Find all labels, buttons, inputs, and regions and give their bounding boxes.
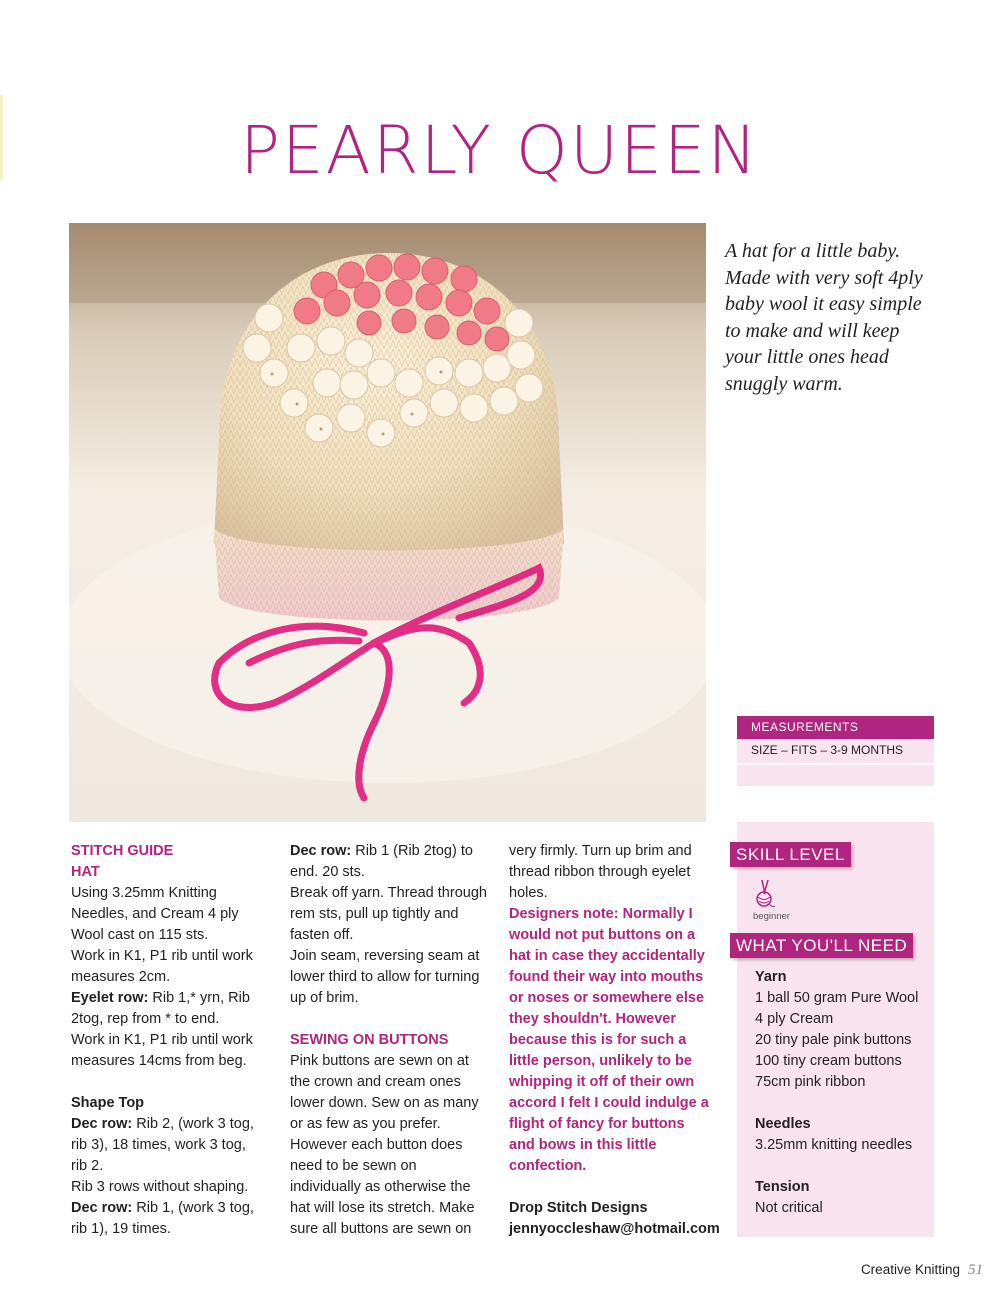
sidebar-panel [737,822,934,1237]
instruction: Using 3.25mm Knitting Needles, and Cream 4 ply Wool cast on 115 sts. [71,885,239,943]
page-title: PEARLY QUEEN [240,112,759,189]
hat-photo [69,223,706,822]
designer-name: Drop Stitch Designs [509,1200,648,1216]
instruction: very firmly. Turn up brim and thread ribbon through eyelet holes. [509,843,692,901]
tension-value: Not critical [755,1200,823,1216]
designers-note: Designers note: Normally I would not put buttons on a hat in case they accidentally found their way into mouths or noses or somewhere else they shouldn't. However because this is for such a little person, unlikely to be whipping it off of their own accord I felt I could indulge a flight of fancy for buttons and bows in this little confection. [509,906,709,1174]
intro-text: A hat for a little baby. Made with very soft 4ply baby wool it easy simple to make and will keep your little ones head snuggly warm. [725,240,923,395]
instruction: Join seam, reversing seam at lower third to allow for turning up of brim. [290,948,480,1006]
stitch-guide-heading: STITCH GUIDE [71,843,174,859]
instruction: Rib 3 rows without shaping. [71,1179,249,1195]
shape-top-heading: Shape Top [71,1095,145,1111]
skill-level [753,878,813,922]
needles-title: Needles [755,1116,811,1132]
skill-level-label: beginner [753,911,790,922]
measurements-box [737,716,934,786]
instruction: Eyelet row: Rib 1,* yrn, Rib 2tog, rep from * to end. [71,990,250,1027]
measurements-size: SIZE – FITS – 3-9 MONTHS [737,739,934,765]
instruction: Dec row: Rib 1 (Rib 2tog) to end. 20 sts. [290,843,473,880]
tension-title: Tension [755,1179,810,1195]
dec-row-label: Dec row: [71,1200,133,1216]
yarn-item: 1 ball 50 gram Pure Wool [755,990,919,1006]
instruction: Work in K1, P1 rib until work measures 14cms from beg. [71,1032,253,1069]
yarn-ball-icon [753,878,775,910]
yarn-title: Yarn [755,969,787,985]
measurements-heading: MEASUREMENTS [737,716,934,739]
skill-level-heading: SKILL LEVEL [730,842,851,867]
needles-value: 3.25mm knitting needles [755,1137,913,1153]
page-number: 51 [968,1262,983,1278]
yarn-item: 4 ply Cream [755,1011,834,1027]
instruction: Dec row: Rib 1, (work 3 tog, rib 1), 19 times. [71,1200,254,1237]
magazine-name: Creative Knitting [860,1262,960,1277]
designer-email: jennyoccleshaw@hotmail.com [509,1221,720,1237]
instruction: Break off yarn. Thread through rem sts, pull up tightly and fasten off. [290,885,487,943]
yarn-item: 20 tiny pale pink buttons [755,1032,912,1048]
yarn-item: 75cm pink ribbon [755,1074,866,1090]
supplies-list [755,967,930,1219]
instruction: Work in K1, P1 rib until work measures 2cm. [71,948,253,985]
what-you-need-heading: WHAT YOU'LL NEED [730,933,913,958]
instruction: Dec row: Rib 2, (work 3 tog, rib 3), 18 times, work 3 tog, rib 2. [71,1116,254,1174]
dec-row-label: Dec row: [290,843,352,859]
instruction: Pink buttons are sewn on at the crown and cream ones lower down. Sew on as many or as few as you prefer. However each button does need to be sewn on individually as otherwise the hat will lose its stretch. Make sure all buttons are sewn on [290,1053,479,1237]
dec-row-label: Dec row: [71,1116,133,1132]
column-3 [509,841,720,1240]
column-2 [290,841,490,1240]
yarn-item: 100 tiny cream buttons [755,1053,902,1069]
measurements-empty-row [737,765,934,786]
hat-heading: HAT [71,864,100,880]
page-footer [861,1262,983,1279]
eyelet-row-label: Eyelet row: [71,990,149,1006]
sewing-buttons-heading: SEWING ON BUTTONS [290,1032,449,1048]
column-1 [71,841,261,1240]
